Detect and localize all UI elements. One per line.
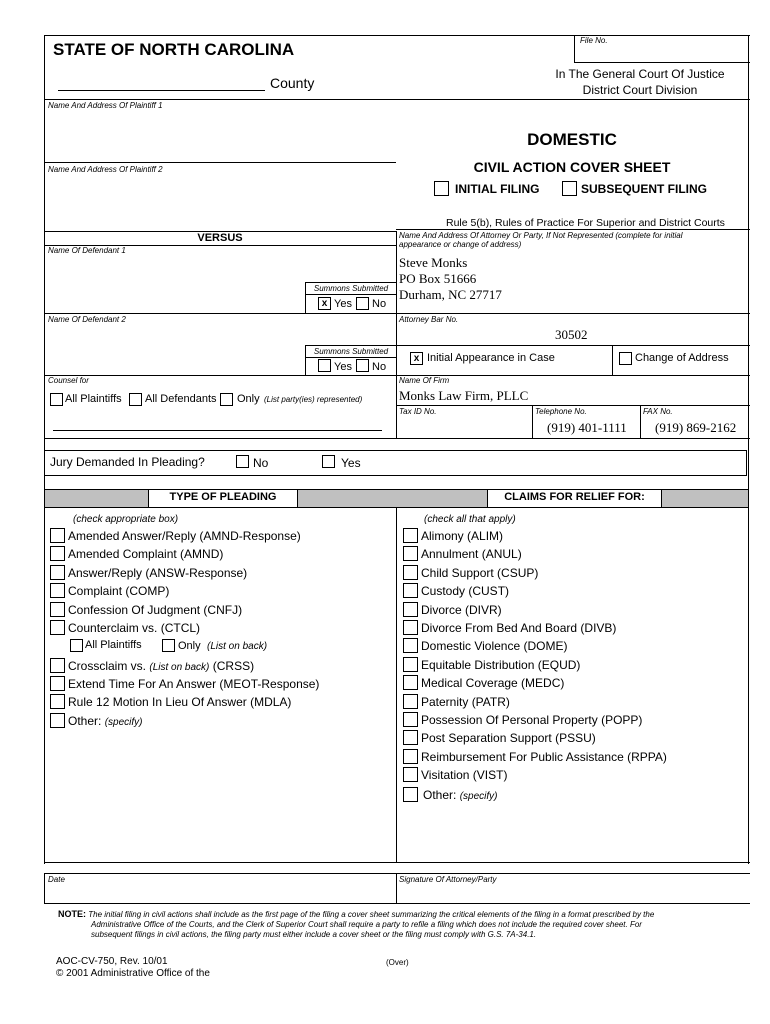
- summons-1-yes-checkbox[interactable]: x: [318, 297, 331, 310]
- claim-item-checkbox[interactable]: [403, 675, 418, 690]
- claim-item-label: Divorce From Bed And Board (DIVB): [421, 621, 617, 635]
- jury-yes-checkbox[interactable]: [322, 455, 335, 468]
- claim-item-checkbox[interactable]: [403, 657, 418, 672]
- note-line-2: Administrative Office of the Courts, and the Clerk of Superior Court shall require a party to refile a filing which does not include the required cover sheet. For: [91, 920, 642, 929]
- claim-item-checkbox[interactable]: [403, 694, 418, 709]
- claim-item-label: Paternity (PATR): [421, 694, 510, 709]
- pleading-item-checkbox[interactable]: [50, 602, 65, 617]
- claim-item-label: Divorce (DIVR): [421, 602, 502, 617]
- ctcl-only-checkbox[interactable]: [162, 639, 175, 652]
- initial-appearance-checkbox[interactable]: x: [410, 352, 423, 365]
- attorney-address[interactable]: [399, 255, 502, 303]
- claims-other-text: Other:: [423, 788, 457, 802]
- attorney-name: Steve Monks: [399, 255, 468, 270]
- defendant-1-label: Name Of Defendant 1: [48, 246, 126, 255]
- claim-item-label: Annulment (ANUL): [421, 547, 522, 562]
- ctcl-only-label: Only: [178, 640, 201, 652]
- crossclaim-list-on-back: (List on back): [149, 662, 210, 673]
- pleading-item-checkbox[interactable]: [50, 528, 65, 543]
- pleading-other-checkbox[interactable]: [50, 713, 65, 728]
- pleading-item-checkbox[interactable]: [50, 565, 65, 580]
- date-label: Date: [48, 875, 65, 884]
- claim-item-label: Post Separation Support (PSSU): [421, 731, 596, 746]
- claims-hint: (check all that apply): [424, 514, 516, 525]
- cover-sheet-title: CIVIL ACTION COVER SHEET: [473, 159, 671, 175]
- initial-filing-checkbox[interactable]: [434, 181, 449, 196]
- claim-item-checkbox[interactable]: [403, 620, 418, 635]
- summons-1-yes-label: Yes: [334, 298, 352, 310]
- summons-2-label: Summons Submitted: [306, 346, 396, 358]
- claims-other-label: [423, 788, 498, 802]
- summons-1-label: Summons Submitted: [306, 283, 396, 295]
- crossclaim-code: (CRSS): [212, 659, 255, 673]
- bar-no-value[interactable]: 30502: [555, 327, 588, 342]
- claim-item-label: Custody (CUST): [421, 584, 510, 599]
- ctcl-list-on-back: (List on back): [207, 641, 268, 652]
- change-address-label: Change of Address: [635, 352, 729, 364]
- note-block: [58, 909, 748, 940]
- copyright: © 2001 Administrative Office of the: [56, 968, 210, 979]
- state-title: STATE OF NORTH CAROLINA: [53, 40, 295, 59]
- rule-text: Rule 5(b), Rules of Practice For Superior and District Courts: [446, 217, 725, 229]
- summons-2-no-label: No: [372, 361, 387, 373]
- change-address-checkbox[interactable]: [619, 352, 632, 365]
- fax-label: FAX No.: [643, 407, 673, 416]
- pleading-item-label: Amended Complaint (AMND): [68, 547, 224, 561]
- attorney-label-line-1: Name And Address Of Attorney Or Party, If Not Represented (complete for initial: [399, 231, 683, 240]
- pleading-item-label: Answer/Reply (ANSW-Response): [68, 566, 248, 580]
- note-label: NOTE:: [58, 909, 86, 919]
- domestic-title: DOMESTIC: [527, 130, 617, 149]
- claim-item-checkbox[interactable]: [403, 767, 418, 782]
- claim-item-checkbox[interactable]: [403, 546, 418, 561]
- pleading-other-specify: (specify): [104, 717, 143, 728]
- pleading-item-label: Extend Time For An Answer (MEOT-Response): [68, 677, 320, 691]
- fax-value[interactable]: (919) 869-2162: [655, 420, 737, 435]
- claim-item-checkbox[interactable]: [403, 528, 418, 543]
- court-line-2: District Court Division: [582, 83, 698, 97]
- pleading-item-label: Confession Of Judgment (CNFJ): [68, 603, 243, 617]
- jury-no-checkbox[interactable]: [236, 455, 249, 468]
- counsel-all-plaintiffs-label: All Plaintiffs: [65, 393, 122, 405]
- claim-item-checkbox[interactable]: [403, 749, 418, 764]
- counsel-list-parties: (List party(ies) represented): [264, 395, 363, 404]
- pleading-item-label: Rule 12 Motion In Lieu Of Answer (MDLA): [68, 695, 292, 709]
- date-field[interactable]: [45, 880, 395, 902]
- plaintiff-1-label: Name And Address Of Plaintiff 1: [48, 101, 163, 110]
- telephone-label: Telephone No.: [535, 407, 587, 416]
- claims-other-checkbox[interactable]: [403, 787, 418, 802]
- defendant-2-label: Name Of Defendant 2: [48, 315, 126, 324]
- claim-item-checkbox[interactable]: [403, 565, 418, 580]
- plaintiff-2-label: Name And Address Of Plaintiff 2: [48, 165, 163, 174]
- counsel-all-defendants-checkbox[interactable]: [129, 393, 142, 406]
- pleading-item-label: Complaint (COMP): [68, 584, 170, 598]
- pleading-item-checkbox[interactable]: [50, 620, 65, 635]
- claim-item-label: Visitation (VIST): [421, 768, 508, 783]
- claim-item-label: Child Support (CSUP): [421, 565, 539, 580]
- pleading-item-checkbox[interactable]: [50, 676, 65, 691]
- claim-item-label: Domestic Violence (DOME): [421, 639, 568, 654]
- claim-item-label: Equitable Distribution (EQUD): [421, 657, 581, 672]
- summons-2-yes-label: Yes: [334, 361, 352, 373]
- attorney-address-line-2: Durham, NC 27717: [399, 287, 502, 302]
- counsel-only-label: Only: [237, 393, 260, 405]
- tax-id-label: Tax ID No.: [399, 407, 437, 416]
- crossclaim-checkbox[interactable]: [50, 658, 65, 673]
- ctcl-all-plaintiffs-label: All Plaintiffs: [85, 639, 142, 651]
- county-label: County: [270, 75, 315, 91]
- firm-label: Name Of Firm: [399, 376, 450, 385]
- claims-header: CLAIMS FOR RELIEF FOR:: [487, 489, 662, 508]
- subsequent-filing-checkbox[interactable]: [562, 181, 577, 196]
- counsel-all-plaintiffs-checkbox[interactable]: [50, 393, 63, 406]
- pleading-item-checkbox[interactable]: [50, 546, 65, 561]
- signature-field[interactable]: [397, 880, 748, 902]
- jury-label: Jury Demanded In Pleading?: [50, 455, 205, 469]
- claim-item-checkbox[interactable]: [403, 730, 418, 745]
- claim-item-label: Possession Of Personal Property (POPP): [421, 713, 643, 727]
- claims-other-specify: (specify): [459, 791, 498, 802]
- counsel-all-defendants-label: All Defendants: [145, 393, 217, 405]
- pleading-other-label: [68, 714, 143, 728]
- over-label: (Over): [386, 958, 409, 967]
- claim-item-label: Reimbursement For Public Assistance (RPPA): [421, 749, 667, 764]
- telephone-value[interactable]: (919) 401-1111: [547, 420, 627, 435]
- attorney-label: [399, 231, 683, 249]
- signature-label: Signature Of Attorney/Party: [399, 875, 497, 884]
- summons-1-no-label: No: [372, 298, 387, 310]
- ctcl-all-plaintiffs-checkbox[interactable]: [70, 639, 83, 652]
- summons-1-no-checkbox[interactable]: [356, 297, 369, 310]
- versus-label: VERSUS: [197, 232, 243, 244]
- pleading-item-label: Counterclaim vs. (CTCL): [68, 621, 201, 635]
- summons-2-no-checkbox[interactable]: [356, 359, 369, 372]
- initial-filing-label: INITIAL FILING: [455, 182, 540, 196]
- jury-yes-label: Yes: [341, 456, 361, 470]
- note-line-3: subsequent filings in civil actions, the filing party must either include a cover sheet or the filing must comply with G.S. 7A-34.1.: [91, 930, 537, 939]
- counsel-only-checkbox[interactable]: [220, 393, 233, 406]
- claim-item-label: Medical Coverage (MEDC): [421, 676, 565, 691]
- counsel-label: Counsel for: [48, 376, 89, 385]
- attorney-label-line-2: appearance or change of address): [399, 240, 522, 249]
- file-no-label: File No.: [580, 36, 608, 45]
- pleading-other-text: Other:: [68, 714, 102, 728]
- claim-item-label: Alimony (ALIM): [421, 529, 504, 543]
- note-line-1: The initial filing in civil actions shall include as the first page of the filing a cover sheet summarizing the critical elements of the filing in a format prescribed by the: [88, 910, 655, 919]
- claim-item-checkbox[interactable]: [403, 712, 418, 727]
- pleading-item-checkbox[interactable]: [50, 583, 65, 598]
- claim-item-checkbox[interactable]: [403, 638, 418, 653]
- form-number: AOC-CV-750, Rev. 10/01: [56, 956, 168, 967]
- bar-no-label: Attorney Bar No.: [399, 315, 459, 324]
- pleading-item-label: Amended Answer/Reply (AMND-Response): [68, 529, 301, 543]
- counsel-parties-line[interactable]: [53, 430, 382, 431]
- attorney-address-line-1: PO Box 51666: [399, 271, 477, 286]
- court-line-1: In The General Court Of Justice: [555, 67, 725, 81]
- initial-appearance-label: Initial Appearance in Case: [427, 352, 555, 364]
- jury-no-label: No: [253, 456, 269, 470]
- claim-item-checkbox[interactable]: [403, 583, 418, 598]
- pleading-hint: (check appropriate box): [73, 514, 179, 525]
- summons-2-yes-checkbox[interactable]: [318, 359, 331, 372]
- subsequent-filing-label: SUBSEQUENT FILING: [581, 182, 708, 196]
- claim-item-checkbox[interactable]: [403, 602, 418, 617]
- crossclaim-text: Crossclaim vs.: [68, 659, 147, 673]
- pleading-header: TYPE OF PLEADING: [148, 489, 298, 508]
- crossclaim-label: [68, 659, 254, 673]
- pleading-item-checkbox[interactable]: [50, 694, 65, 709]
- firm-value[interactable]: Monks Law Firm, PLLC: [399, 388, 529, 403]
